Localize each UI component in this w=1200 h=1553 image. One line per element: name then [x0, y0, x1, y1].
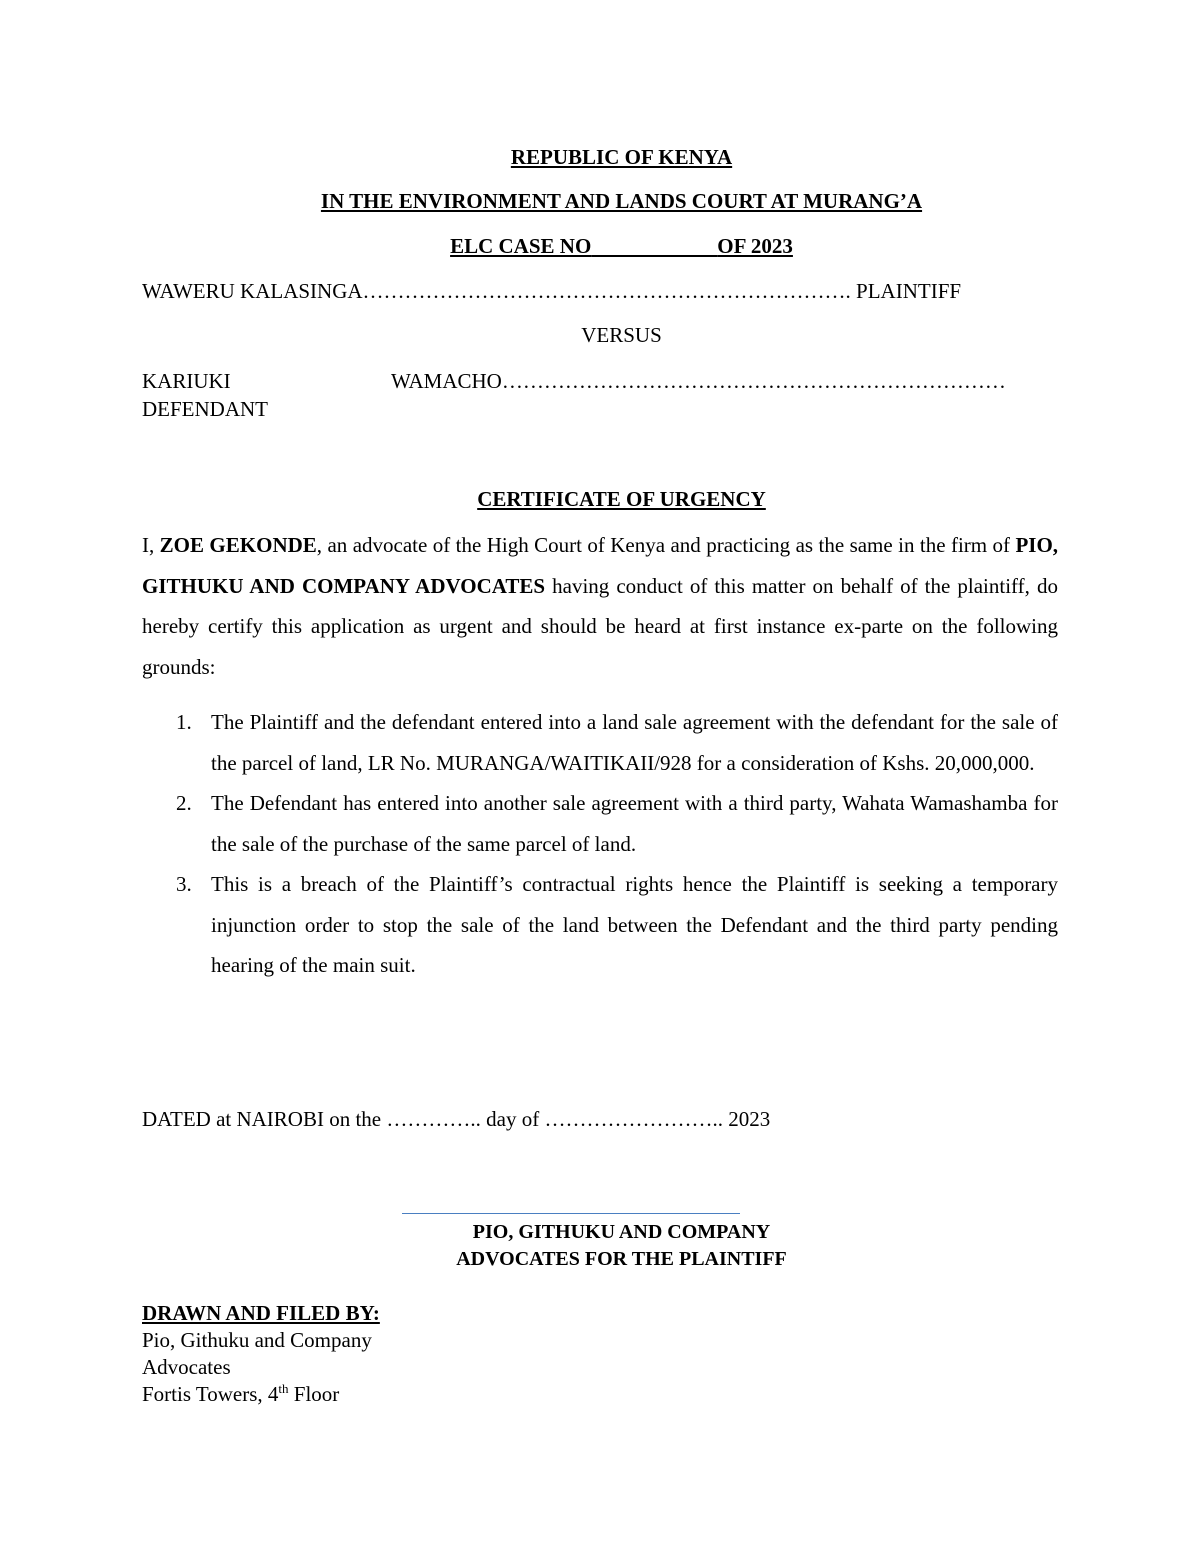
certificate-intro — [142, 525, 1058, 687]
case-prefix: ELC CASE NO — [450, 234, 592, 258]
defendant-first-name: KARIUKI — [142, 369, 231, 393]
drawn-by-line-1: Pio, Githuku and Company — [142, 1328, 372, 1352]
intro-part-3: having conduct of this matter on behalf of the plaintiff, do hereby certify this application as urgent and should be heard at first instance ex-parte on the following grounds: — [142, 573, 1058, 679]
republic-heading: REPUBLIC OF KENYA — [510, 145, 733, 169]
intro-part-2: , an advocate of the High Court of Kenya and practicing as the same in the firm of — [316, 533, 1016, 557]
intro-part-1: I, — [142, 533, 160, 557]
grounds-list — [142, 702, 1058, 986]
dated-line: DATED at NAIROBI on the ………….. day of …………………….. 2023 — [142, 1107, 771, 1131]
list-item — [142, 783, 1058, 864]
ground-text: The Plaintiff and the defendant entered into a land sale agreement with the defendant for the sale of the parcel of land, LR No. MURANGA/WAITIKAII/928 for a consideration of Kshs. 20,000,000. — [211, 710, 1058, 775]
defendant-second-name: WAMACHO……………………………………………………………… — [391, 369, 1006, 393]
drawn-by-line-3 — [142, 1381, 339, 1407]
signature-line — [402, 1213, 740, 1214]
signature-firm: PIO, GITHUKU AND COMPANY — [472, 1221, 771, 1243]
case-number — [0, 233, 1200, 259]
drawn-by-line-2: Advocates — [142, 1355, 231, 1379]
defendant-role: DEFENDANT — [142, 397, 268, 421]
case-suffix: OF 2023 — [717, 234, 793, 258]
certificate-title: CERTIFICATE OF URGENCY — [477, 487, 766, 511]
versus-text: VERSUS — [581, 323, 662, 347]
court-heading: IN THE ENVIRONMENT AND LANDS COURT AT MURANG’A — [320, 189, 923, 213]
address-building: Fortis Towers, 4 — [142, 1382, 279, 1406]
signature-role: ADVOCATES FOR THE PLAINTIFF — [456, 1248, 787, 1270]
list-item — [142, 864, 1058, 986]
address-floor: Floor — [288, 1382, 340, 1406]
firm-name: PIO, GITHUKU AND COMPANY ADVOCATES — [142, 533, 1059, 598]
ground-number: 2. — [176, 791, 192, 815]
case-number-blank — [591, 234, 717, 258]
advocate-name: ZOE GEKONDE — [159, 533, 317, 557]
list-item — [142, 702, 1058, 783]
ground-text: This is a breach of the Plaintiff’s contractual rights hence the Plaintiff is seeking a temporary injunction order to stop the sale of the land between the Defendant and the third party pending hearing of the main suit. — [211, 872, 1058, 977]
floor-ordinal: th — [278, 1381, 289, 1396]
drawn-by-heading: DRAWN AND FILED BY: — [142, 1301, 380, 1325]
plaintiff-line: WAWERU KALASINGA……………………………………………………………. PLAINTIFF — [142, 279, 962, 303]
ground-text: The Defendant has entered into another sale agreement with a third party, Wahata Wamashamba for the sale of the purchase of the same parcel of land. — [211, 791, 1058, 856]
ground-number: 3. — [176, 872, 192, 896]
ground-number: 1. — [176, 710, 192, 734]
